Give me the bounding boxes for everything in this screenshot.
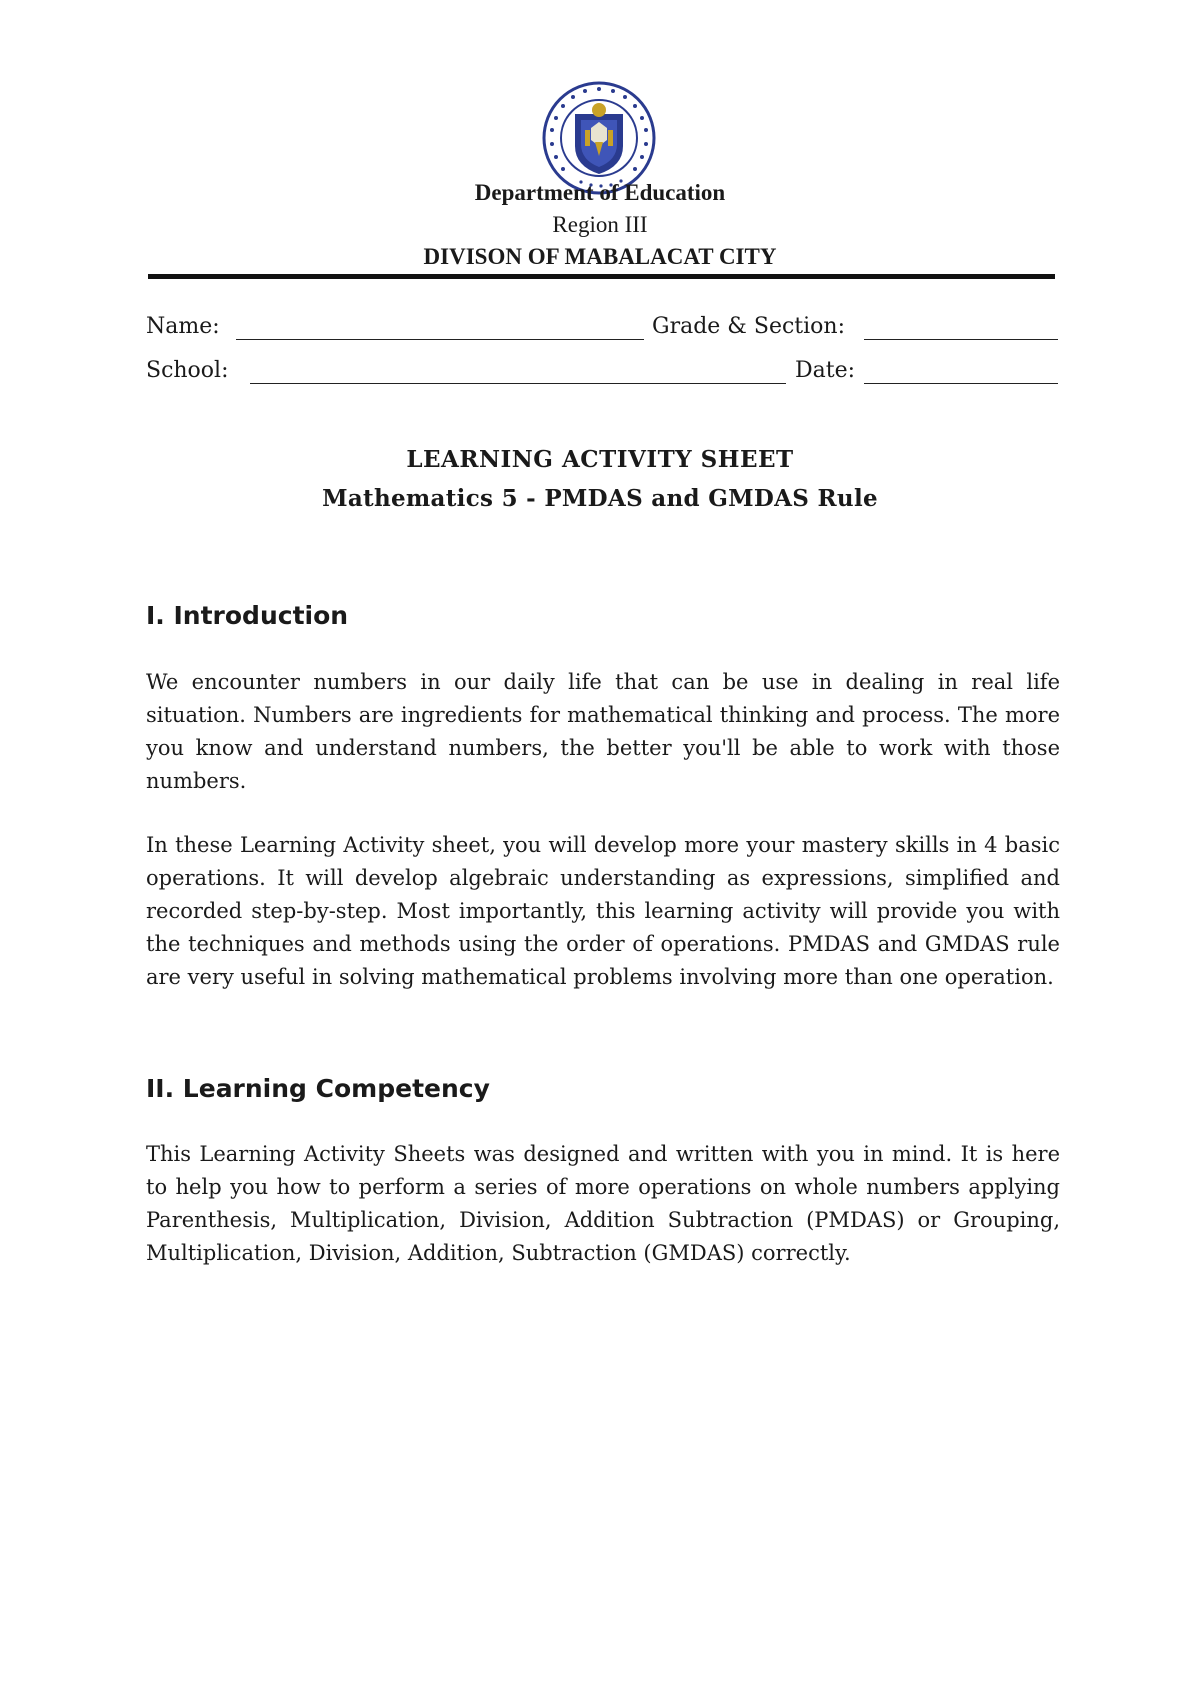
- date-label: Date:: [795, 358, 856, 383]
- introduction-paragraph-2: In these Learning Activity sheet, you will develop more your mastery skills in 4 basic operations. It will develop algebraic understanding as expressions, simplified and recorded step-by-step. Most importantly, this learning activity will provide you with the techniques and methods using the order of operations. PMDAS and GMDAS rule are very useful in solving mathematical problems involving more than one operation.: [146, 833, 1060, 989]
- learning-competency-paragraph: This Learning Activity Sheets was designed and written with you in mind. It is here to help you how to perform a series of more operations on whole numbers applying Parenthesis, Multiplication, Division, Addition Subtraction (PMDAS) or Grouping, Multiplication, Division, Addition, Subtraction (GMDAS) correctly.: [146, 1142, 1060, 1265]
- introduction-paragraph-1: We encounter numbers in our daily life that can be use in dealing in real life situation. Numbers are ingredients for mathematical thinking and process. The more you know and understand numbers, the better you'll be able to work with those numbers.: [146, 670, 1060, 793]
- sheet-title: LEARNING ACTIVITY SHEET: [406, 446, 794, 473]
- header-divider: [148, 274, 1055, 279]
- introduction-heading: I. Introduction: [146, 601, 349, 630]
- school-label: School:: [146, 358, 229, 383]
- department-name: Department of Education: [474, 180, 726, 205]
- grade-section-label: Grade & Section:: [652, 314, 845, 339]
- name-label: Name:: [146, 314, 220, 339]
- grade-section-field[interactable]: [864, 339, 1058, 340]
- date-field[interactable]: [864, 383, 1058, 384]
- school-field[interactable]: [250, 383, 786, 384]
- learning-competency-heading: II. Learning Competency: [146, 1074, 490, 1103]
- region-name: Region III: [552, 212, 648, 237]
- sheet-subtitle: Mathematics 5 - PMDAS and GMDAS Rule: [322, 485, 878, 512]
- name-field[interactable]: [236, 339, 644, 340]
- division-name: DIVISON OF MABALACAT CITY: [423, 244, 777, 269]
